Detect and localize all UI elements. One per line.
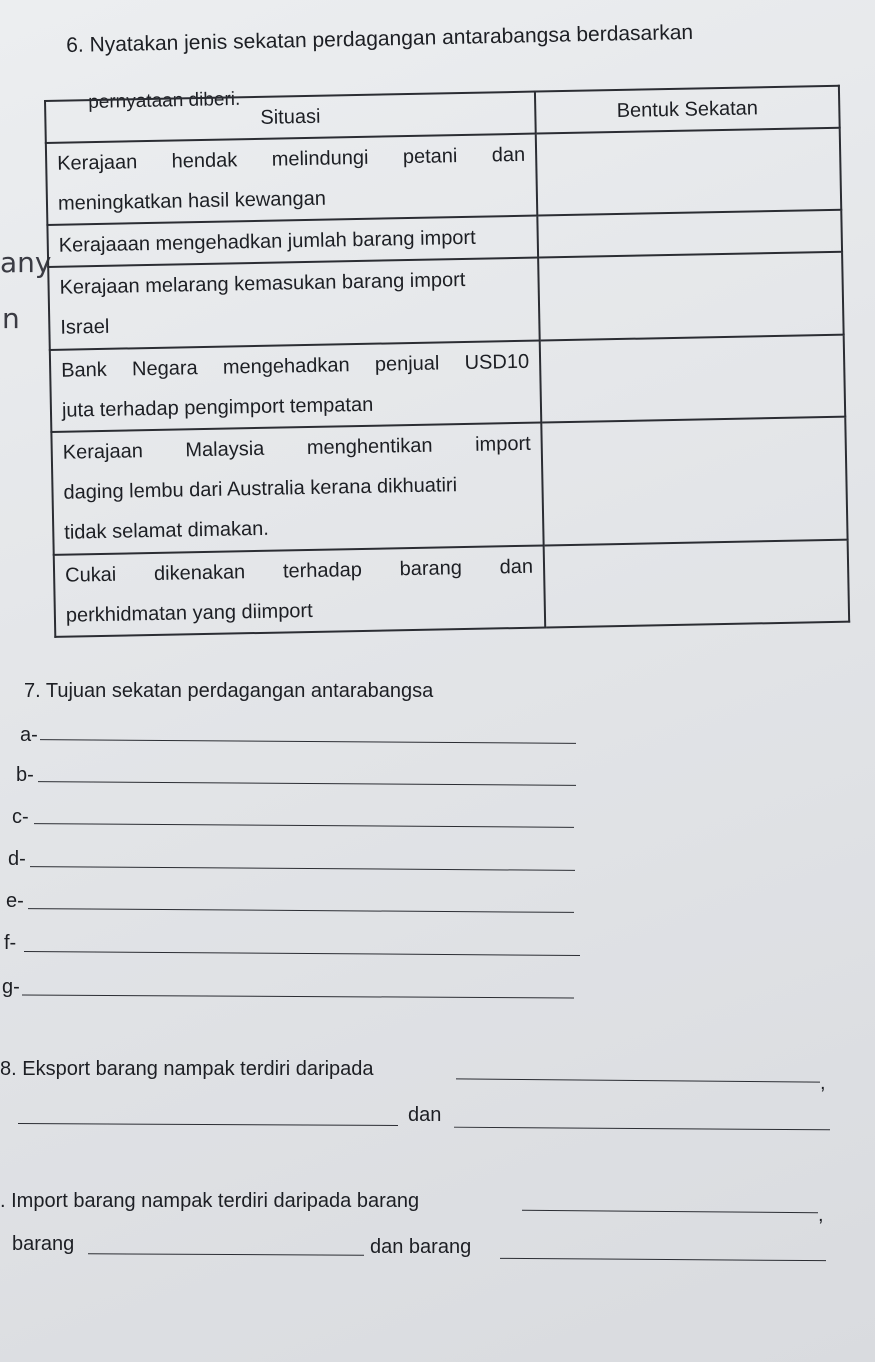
margin-scribble-2: n: [2, 302, 20, 335]
situasi-line: tidak selamat dimakan.: [64, 517, 270, 544]
dan-barang-label: dan barang: [370, 1236, 472, 1258]
barang-label: barang: [12, 1233, 75, 1255]
word: Kerajaan: [62, 440, 144, 464]
comma: ,: [820, 1072, 826, 1094]
question-7-title: 7. Tujuan sekatan perdagangan antarabangsa: [24, 680, 434, 702]
word: Cukai: [64, 563, 117, 587]
word: penjual: [374, 352, 440, 376]
word: dikenakan: [153, 560, 246, 585]
situasi-cell: [51, 423, 543, 555]
header-situasi: Situasi: [45, 92, 536, 143]
answer-label-g: g-: [2, 976, 20, 998]
word: melindungi: [271, 146, 369, 171]
situasi-line: juta terhadap pengimport tempatan: [61, 393, 374, 422]
answer-line-9b[interactable]: [88, 1253, 364, 1255]
word: menghentikan: [306, 434, 433, 460]
word: USD10: [464, 350, 530, 374]
header-bentuk-sekatan: Bentuk Sekatan: [535, 86, 840, 134]
word: Bank: [60, 358, 107, 382]
situasi-line: Israel: [60, 316, 110, 340]
answer-label-d: d-: [8, 848, 26, 870]
answer-line-c[interactable]: [34, 823, 574, 828]
situasi-cell: [54, 545, 546, 637]
table-row: [48, 252, 843, 350]
word: Kerajaan: [57, 151, 138, 175]
answer-label-c: c-: [12, 806, 29, 828]
situasi-cell: [48, 258, 540, 350]
margin-scribble-1: any: [0, 246, 52, 279]
answer-line-8b[interactable]: [18, 1123, 398, 1126]
answer-label-e: e-: [6, 890, 24, 912]
answer-line-b[interactable]: [38, 781, 576, 786]
comma: ,: [818, 1204, 824, 1226]
answer-label-a: a-: [20, 724, 38, 746]
question-6-title: 6. Nyatakan jenis sekatan perdagangan antarabangsa berdasarkan: [66, 20, 694, 57]
word: dan: [499, 555, 534, 578]
word: Negara: [131, 356, 198, 381]
bentuk-answer-cell[interactable]: [538, 252, 843, 340]
word: import: [474, 432, 531, 456]
bentuk-answer-cell[interactable]: [537, 210, 842, 258]
table-row: [50, 335, 845, 433]
word: Malaysia: [185, 437, 265, 462]
situasi-line: meningkatkan hasil kewangan: [57, 187, 327, 215]
situasi-line: Kerajaaan mengehadkan jumlah barang import: [58, 227, 476, 258]
word: terhadap: [282, 558, 363, 583]
table-row: [54, 539, 849, 637]
answer-line-a[interactable]: [40, 739, 576, 744]
bentuk-answer-cell[interactable]: [536, 128, 841, 216]
answer-line-9a[interactable]: [522, 1210, 818, 1214]
question-8-title: 8. Eksport barang nampak terdiri daripada: [0, 1058, 374, 1080]
answer-line-g[interactable]: [22, 995, 574, 999]
table-row: [46, 128, 841, 226]
word: hendak: [171, 149, 238, 173]
situasi-line: daging lembu dari Australia kerana dikhuatiri: [63, 474, 458, 504]
answer-line-d[interactable]: [30, 866, 575, 871]
situasi-line: Kerajaan melarang kemasukan barang import: [59, 269, 466, 300]
answer-label-b: b-: [16, 764, 34, 786]
bentuk-answer-cell[interactable]: [541, 417, 847, 545]
table-row: [51, 417, 847, 555]
answer-label-f: f-: [4, 932, 17, 954]
word: mengehadkan: [222, 353, 350, 379]
answer-line-9c[interactable]: [500, 1258, 826, 1261]
situasi-cell: [50, 340, 542, 432]
bentuk-answer-cell[interactable]: [540, 335, 845, 423]
answer-line-f[interactable]: [24, 951, 580, 956]
answer-line-e[interactable]: [28, 908, 574, 913]
answer-line-8c[interactable]: [454, 1127, 830, 1131]
question-6-table: [44, 85, 850, 638]
question-9-title: . Import barang nampak terdiri daripada barang: [0, 1190, 420, 1212]
answer-line-8a[interactable]: [456, 1078, 820, 1082]
question-6-title-continued: pernyataan diberi.: [88, 88, 241, 113]
situasi-line: perkhidmatan yang diimport: [65, 599, 313, 627]
word: dan: [491, 143, 526, 167]
dan-label: dan: [408, 1104, 442, 1126]
word: barang: [399, 556, 463, 580]
word: petani: [402, 145, 458, 169]
bentuk-answer-cell[interactable]: [544, 539, 849, 627]
situasi-cell: [46, 134, 538, 226]
